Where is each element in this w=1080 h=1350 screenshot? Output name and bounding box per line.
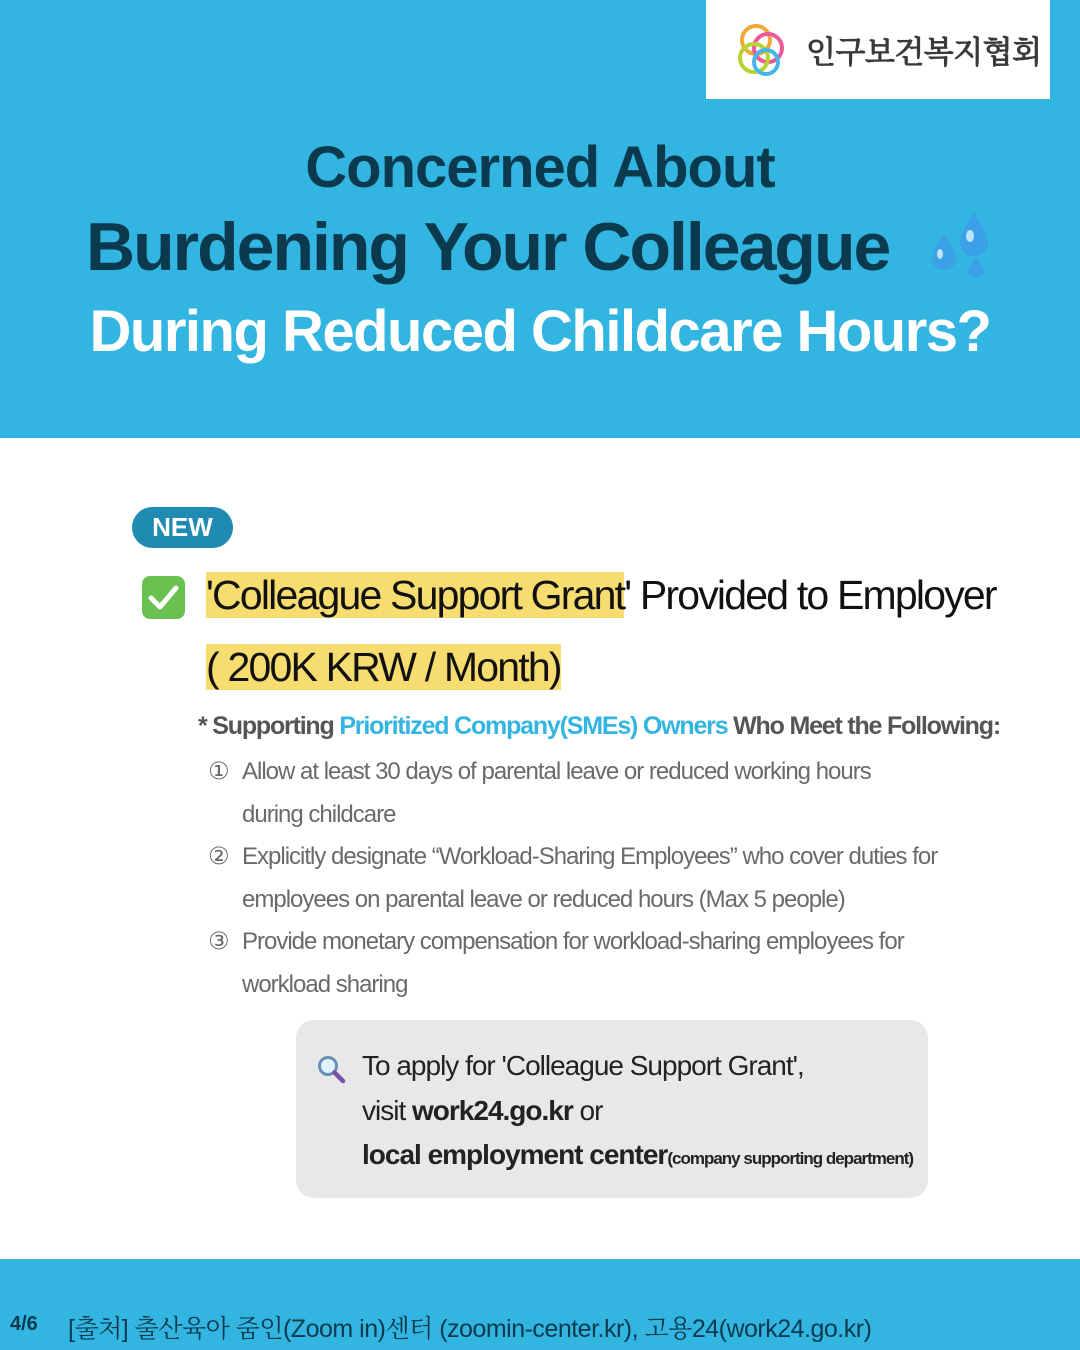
criteria-text: Allow at least 30 days of parental leave or reduced working hours (242, 758, 871, 785)
apply-text-line-3 (362, 1139, 913, 1171)
criteria-number: ② (208, 843, 229, 870)
page-indicator: 4/6 (10, 1313, 38, 1335)
grant-name-highlight: 'Colleague Support Grant (206, 572, 625, 618)
grant-amount (206, 644, 561, 691)
grant-amount-highlight: ( 200K KRW / Month) (206, 644, 561, 690)
work24-link[interactable]: work24.go.kr (412, 1095, 573, 1126)
criteria-text: Explicitly designate “Workload-Sharing Employees” who cover duties for (242, 843, 938, 870)
org-name: 인구보건복지협회 (806, 35, 1042, 70)
criteria-text-cont: workload sharing (242, 971, 408, 998)
title-line-1: Concerned About (305, 135, 775, 200)
grant-headline (206, 572, 996, 619)
apply-or: or (579, 1095, 603, 1126)
criteria-heading (198, 712, 1000, 741)
org-logo (706, 0, 1050, 99)
apply-text-line-2 (362, 1095, 602, 1127)
criteria-item (208, 750, 871, 836)
sweat-droplets-icon (926, 208, 998, 280)
criteria-suffix: Who Meet the Following: (733, 712, 1000, 740)
criteria-item (208, 920, 904, 1006)
criteria-accent: Prioritized Company(SMEs) Owners (339, 712, 728, 740)
criteria-number: ① (208, 758, 229, 785)
criteria-number: ③ (208, 928, 229, 955)
criteria-text-cont: during childcare (242, 801, 396, 828)
new-badge: NEW (132, 507, 233, 548)
employment-center-text: local employment center (362, 1139, 668, 1170)
criteria-item (208, 835, 937, 921)
criteria-prefix: * Supporting (198, 712, 334, 740)
apply-visit-prefix: visit (362, 1095, 406, 1126)
criteria-text-cont: employees on parental leave or reduced hours (Max 5 people) (242, 886, 845, 913)
source-citation: [출처] 출산육아 줌인(Zoom in)센터 (zoomin-center.kr), 고용24(work24.go.kr) (68, 1315, 872, 1343)
grant-headline-rest: ' Provided to Employer (624, 572, 996, 618)
apply-text-line-1: To apply for 'Colleague Support Grant', (362, 1050, 804, 1081)
org-logo-icon (730, 18, 794, 82)
check-mark-icon (141, 575, 186, 620)
magnifying-glass-icon (316, 1054, 346, 1084)
title-line-3: During Reduced Childcare Hours? (89, 299, 991, 364)
employment-center-note: (company supporting department) (667, 1149, 914, 1168)
title-line-2: Burdening Your Colleague (86, 209, 890, 285)
criteria-text: Provide monetary compensation for workload-sharing employees for (242, 928, 904, 955)
